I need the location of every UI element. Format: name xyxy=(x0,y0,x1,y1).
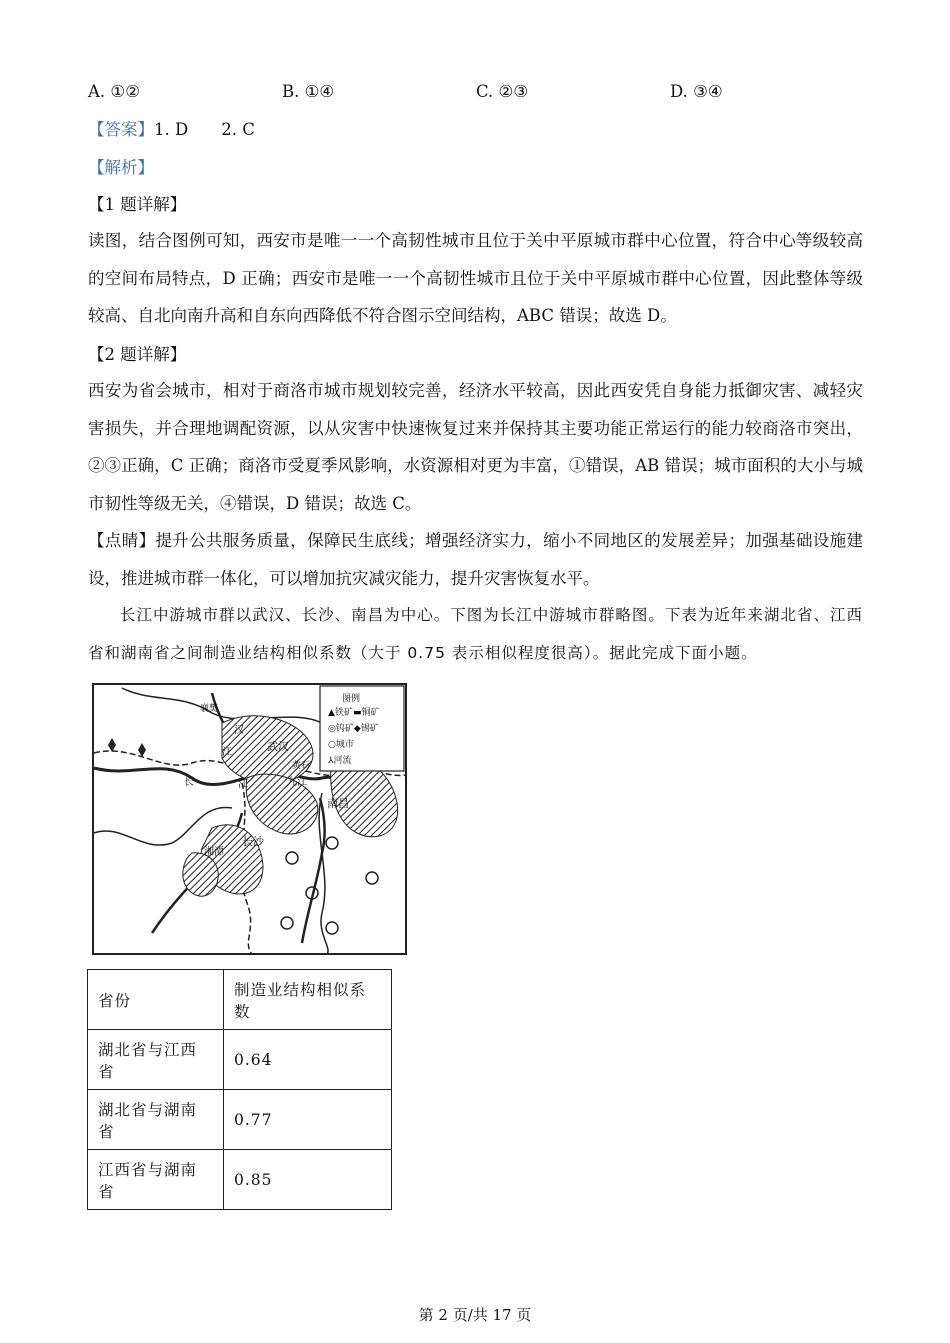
river-label: 长 xyxy=(184,777,194,788)
table-cell: 0.85 xyxy=(224,1150,392,1210)
tip-text: 提升公共服务质量，保障民生底线；增强经济实力，缩小不同地区的发展差异；加强基础设施建设，推进城市群一体化，可以增加抗灾减灾能力，提升灾害恢复水平。 xyxy=(88,531,864,588)
city-cluster-map xyxy=(92,683,407,955)
city-label-wuhan: 武汉 xyxy=(267,740,289,753)
table-header: 制造业结构相似系数 xyxy=(224,970,392,1030)
option-c: C. ②③ xyxy=(476,82,529,101)
q2-heading: 【2 题详解】 xyxy=(88,345,187,364)
q2-text: 西安为省会城市，相对于商洛市城市规划较完善，经济水平较高，因此西安凭自身能力抵御灾害、减轻灾害损失，并合理地调配资源，以从灾害中快速恢复过来并保持其主要功能正常运行的能力较商洛市突出，②③正确，C 正确；商洛市受夏季风影响，水资源相对更为丰富，①错误，AB 错误；城市面积的大小与城市韧性等级无关，④错误，D 错误；故选 C。 xyxy=(88,381,863,513)
option-b: B. ①④ xyxy=(282,82,335,101)
city-label-xiangfan: 襄樊 xyxy=(200,704,219,714)
option-d: D. ③④ xyxy=(670,82,723,101)
city-label-changsha: 长沙 xyxy=(242,835,264,848)
page-footer: 第 2 页/共 17 页 xyxy=(418,1306,532,1324)
table-cell: 江西省与湖南省 xyxy=(88,1150,224,1210)
city-label-jiujiang: 九江 xyxy=(287,777,307,788)
q1-text: 读图，结合图例可知，西安市是唯一一个高韧性城市且位于关中平原城市群中心位置，符合中心等级较高的空间布局特点，D 正确；西安市是唯一一个高韧性城市且位于关中平原城市群中心位置，因此整体等级较高、自北向南升高和自东向西降低不符合图示空间结构，ABC 错误；故选 D。 xyxy=(88,231,863,325)
answer-label: 【答案】 xyxy=(88,120,154,139)
river-label: 江 xyxy=(222,747,232,758)
legend-item: ◎钨矿◆锡矿 xyxy=(328,724,379,734)
legend-title: 图例 xyxy=(342,694,361,704)
table-cell: 0.77 xyxy=(224,1090,392,1150)
table-header: 省份 xyxy=(88,970,224,1030)
river-label: 江 xyxy=(238,779,248,790)
tip-label: 【点睛】 xyxy=(88,531,156,550)
legend-item: ⅄河流 xyxy=(328,756,352,766)
table-cell: 湖北省与湖南省 xyxy=(88,1090,224,1150)
city-label-huangshi: 黄石 xyxy=(292,761,311,771)
intro-paragraph: 长江中游城市群以武汉、长沙、南昌为中心。下图为长江中游城市群略图。下表为近年来湖北省、江西省和湖南省之间制造业结构相似系数（大于 0.75 表示相似程度很高）。据此完成下面小题。 xyxy=(88,606,863,662)
answer-line xyxy=(88,120,255,140)
similarity-table xyxy=(87,969,392,1210)
city-label-nanchang: 南昌 xyxy=(327,797,349,810)
table-cell: 湖北省与江西省 xyxy=(88,1030,224,1090)
q1-heading: 【1 题详解】 xyxy=(88,195,187,214)
tip-paragraph xyxy=(88,522,863,597)
table-header-row xyxy=(88,970,392,1030)
table-row xyxy=(88,1150,392,1210)
option-a: A. ①② xyxy=(88,82,140,101)
legend-item: ▲铁矿▬铜矿 xyxy=(328,708,380,718)
table-row xyxy=(88,1090,392,1150)
table-cell: 0.64 xyxy=(224,1030,392,1090)
legend-item: ○城市 xyxy=(328,740,354,750)
answer-value: 1. D 2. C xyxy=(154,120,255,139)
city-label-xiangtan: 湘潭 xyxy=(204,847,224,858)
table-row xyxy=(88,1030,392,1090)
river-label: 汉 xyxy=(234,725,244,736)
analysis-label: 【解析】 xyxy=(88,158,154,177)
